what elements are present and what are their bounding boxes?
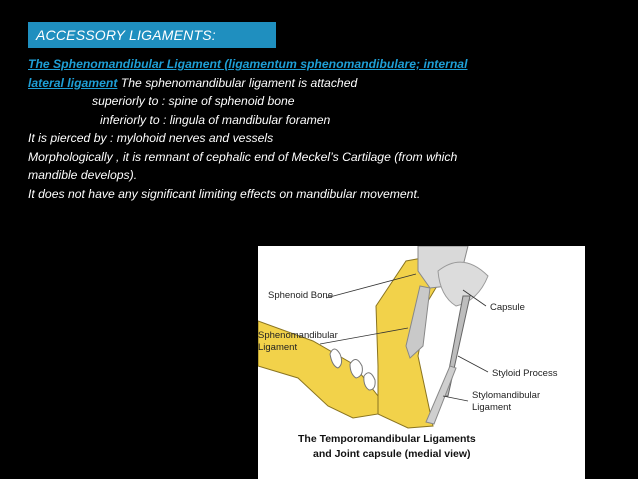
figure-title: The Temporomandibular Ligaments: [298, 433, 476, 445]
morphology-line: Morphologically , it is remnant of cephalic end of Meckel’s Cartilage (from which: [28, 149, 458, 164]
movement-effect: It does not have any significant limiting effects on mandibular movement.: [28, 186, 421, 201]
pierced-by: It is pierced by : mylohoid nerves and vessels: [28, 131, 274, 145]
ligament-name-accent: The Sphenomandibular Ligament (ligamentum sphenomandibulare; internal: [28, 57, 468, 71]
morphology-line-cont: mandible develops).: [28, 168, 138, 182]
label-sphenoid-bone: Sphenoid Bone: [268, 290, 333, 301]
tmj-ligament-diagram: [258, 246, 585, 479]
leader-line: [443, 396, 468, 401]
leader-line: [458, 356, 488, 372]
section-header-bar: [28, 22, 276, 48]
superior-attachment: superiorly to : spine of sphenoid bone: [92, 94, 295, 108]
inferior-attachment: inferiorly to : lingula of mandibular foramen: [100, 112, 331, 127]
ligament-name-accent-cont: lateral ligament: [28, 75, 118, 90]
body-line-1: [28, 55, 628, 74]
label-stylomandibular-1: Stylomandibular: [472, 390, 541, 401]
label-sphenomandibular-1: Sphenomandibular: [258, 330, 338, 341]
figure-subtitle: and Joint capsule (medial view): [313, 448, 471, 460]
slide-body: [28, 55, 628, 203]
attachment-intro: The sphenomandibular ligament is attached: [117, 75, 358, 90]
body-line-2: [28, 74, 628, 93]
anatomy-figure: [258, 246, 585, 479]
section-title: ACCESSORY LIGAMENTS:: [36, 27, 216, 43]
stylomandibular-ligament-shape: [426, 366, 456, 424]
label-styloid-process: Styloid Process: [492, 368, 558, 379]
label-capsule: Capsule: [490, 302, 525, 313]
label-stylomandibular-2: Ligament: [472, 402, 512, 413]
label-sphenomandibular-2: Ligament: [258, 342, 298, 353]
